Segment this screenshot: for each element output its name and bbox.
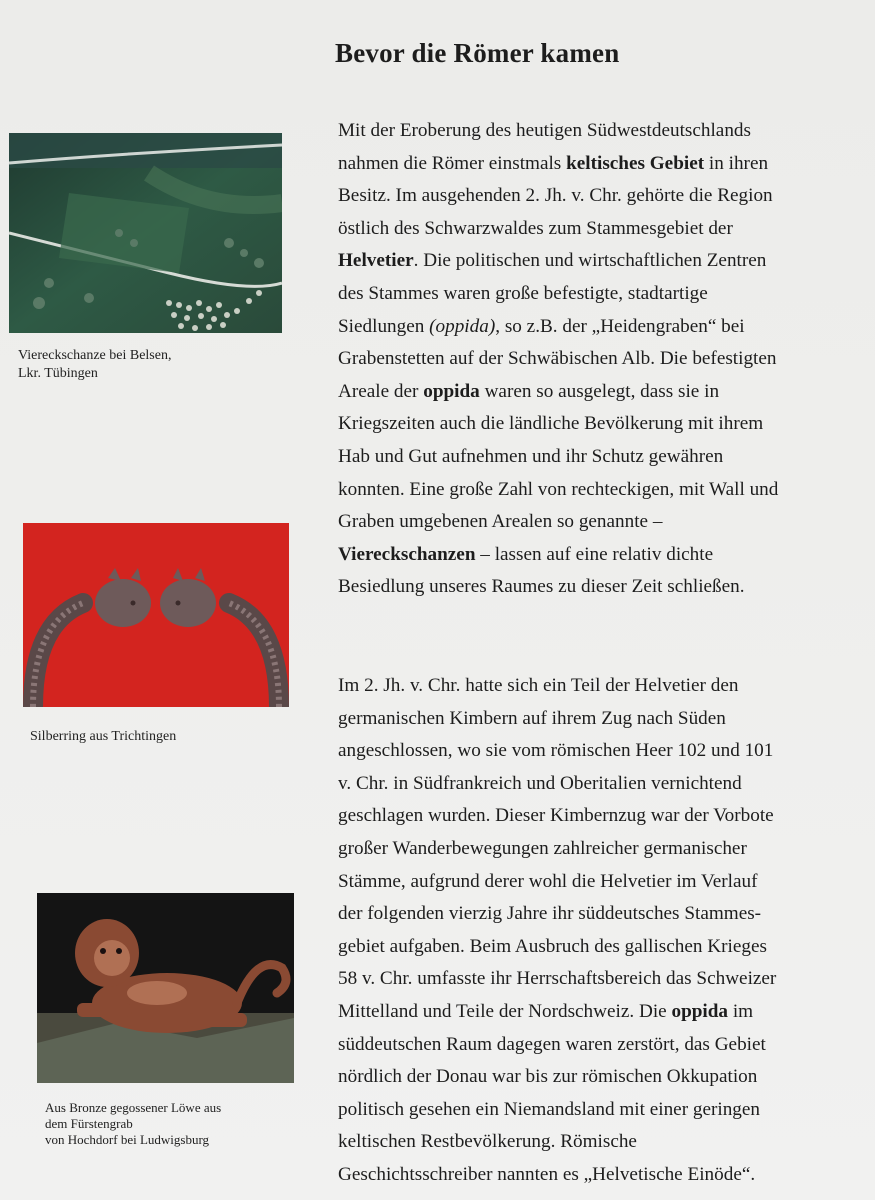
text-segment: nahmen die Römer einstmals <box>338 152 567 174</box>
text-line <box>338 1159 863 1192</box>
text-segment: – lassen auf eine relativ dichte <box>475 543 714 565</box>
text-segment: Kriegszeiten auch die ländliche Bevölkerung mit ihrem <box>338 413 764 435</box>
bold-term: Viereckschanzen <box>338 543 476 565</box>
text-line <box>338 1126 863 1159</box>
text-segment: politisch gesehen ein Niemandsland mit einer geringen <box>338 1098 761 1120</box>
text-segment: Geschichtsschreiber nannten es „Helvetische Einöde“. <box>338 1163 756 1185</box>
text-line <box>338 1029 863 1062</box>
text-segment: Im 2. Jh. v. Chr. hatte sich ein Teil der Helvetier den <box>338 675 739 696</box>
paragraph-2 <box>338 670 863 1192</box>
silver-ring-photo <box>23 523 289 707</box>
text-segment: waren so ausgelegt, dass sie in <box>479 380 720 402</box>
text-segment: angeschlossen, wo sie vom römischen Heer 102 und 101 <box>338 740 774 762</box>
text-line <box>338 474 863 507</box>
text-line <box>338 996 863 1029</box>
text-segment: in ihren <box>704 152 769 174</box>
italic-term: (oppida) <box>429 315 496 337</box>
aerial-photo <box>9 133 282 333</box>
text-segment: Graben umgebenen Arealen so genannte – <box>338 511 663 533</box>
text-segment: geschlagen wurden. Dieser Kimbernzug war der Vorbote <box>338 805 774 827</box>
text-line <box>338 898 863 931</box>
lion-caption: Aus Bronze gegossener Löwe aus dem Fürstengrab von Hochdorf bei Ludwigsburg <box>45 1100 222 1147</box>
text-segment: v. Chr. in Südfrankreich und Oberitalien vernichtend <box>338 772 742 794</box>
text-segment: gebiet aufgaben. Beim Ausbruch des gallischen Krieges <box>338 935 767 957</box>
text-line <box>338 866 863 899</box>
text-segment: des Stammes waren große befestigte, stadtartige <box>338 282 708 304</box>
text-segment: Mit der Eroberung des heutigen Südwestdeutschlands <box>338 120 751 141</box>
text-line <box>338 703 863 736</box>
text-line <box>338 735 863 768</box>
text-segment: Besitz. Im ausgehenden 2. Jh. v. Chr. gehörte die Region <box>338 185 773 207</box>
text-line <box>338 670 863 703</box>
text-segment: , so z.B. der „Heidengraben“ bei <box>495 315 745 337</box>
text-line <box>338 931 863 964</box>
text-line <box>338 148 863 181</box>
text-line <box>338 506 863 539</box>
text-segment: Besiedlung unseres Raumes zu dieser Zeit schließen. <box>338 576 745 598</box>
text-segment: der folgenden vierzig Jahre ihr süddeutsches Stammes- <box>338 903 762 925</box>
text-line <box>338 343 863 376</box>
text-line <box>338 408 863 441</box>
text-line <box>338 278 863 311</box>
text-line <box>338 768 863 801</box>
text-segment: Grabenstetten auf der Schwäbischen Alb. Die befestigten <box>338 348 777 370</box>
page-title: Bevor die Römer kamen <box>335 38 620 68</box>
bold-term: Helvetier <box>338 250 414 272</box>
text-line <box>338 180 863 213</box>
text-segment: konnten. Eine große Zahl von rechteckigen, mit Wall und <box>338 478 779 500</box>
text-line <box>338 571 863 604</box>
text-line <box>338 115 863 148</box>
text-line <box>338 800 863 833</box>
bronze-lion-photo <box>37 893 294 1083</box>
bold-term: oppida <box>671 1000 729 1022</box>
text-line <box>338 1094 863 1127</box>
text-segment: großer Wanderbewegungen zahlreicher germanischer <box>338 837 747 859</box>
text-segment: nördlich der Donau war bis zur römischen Okkupation <box>338 1066 758 1088</box>
text-segment: keltischen Restbevölkerung. Römische <box>338 1131 637 1153</box>
bold-term: oppida <box>423 380 480 402</box>
text-line <box>338 833 863 866</box>
text-line <box>338 213 863 246</box>
text-segment: . Die politischen und wirtschaftlichen Zentren <box>413 250 767 272</box>
text-segment: 58 v. Chr. umfasste ihr Herrschaftsbereich das Schweizer <box>338 968 777 990</box>
text-line <box>338 245 863 278</box>
text-line <box>338 1061 863 1094</box>
text-segment: im <box>728 1000 754 1022</box>
paragraph-1 <box>338 115 863 604</box>
text-segment: Stämme, aufgrund derer wohl die Helvetier im Verlauf <box>338 870 758 892</box>
text-segment: Mittelland und Teile der Nordschweiz. Die <box>338 1000 672 1022</box>
text-segment: Areale der <box>338 380 424 402</box>
text-line <box>338 311 863 344</box>
text-segment: Hab und Gut aufnehmen und ihr Schutz gewähren <box>338 445 724 467</box>
text-segment: süddeutschen Raum dagegen waren zerstört, das Gebiet <box>338 1033 766 1055</box>
aerial-caption: Viereckschanze bei Belsen, Lkr. Tübingen <box>18 348 172 381</box>
text-line <box>338 441 863 474</box>
text-segment: germanischen Kimbern auf ihrem Zug nach Süden <box>338 707 726 729</box>
text-line <box>338 376 863 409</box>
text-line <box>338 963 863 996</box>
bold-term: keltisches Gebiet <box>566 152 705 174</box>
text-segment: östlich des Schwarzwaldes zum Stammesgebiet der <box>338 217 733 239</box>
ring-caption: Silberring aus Trichtingen <box>30 729 177 744</box>
text-line <box>338 539 863 572</box>
text-segment: Siedlungen <box>338 315 430 337</box>
